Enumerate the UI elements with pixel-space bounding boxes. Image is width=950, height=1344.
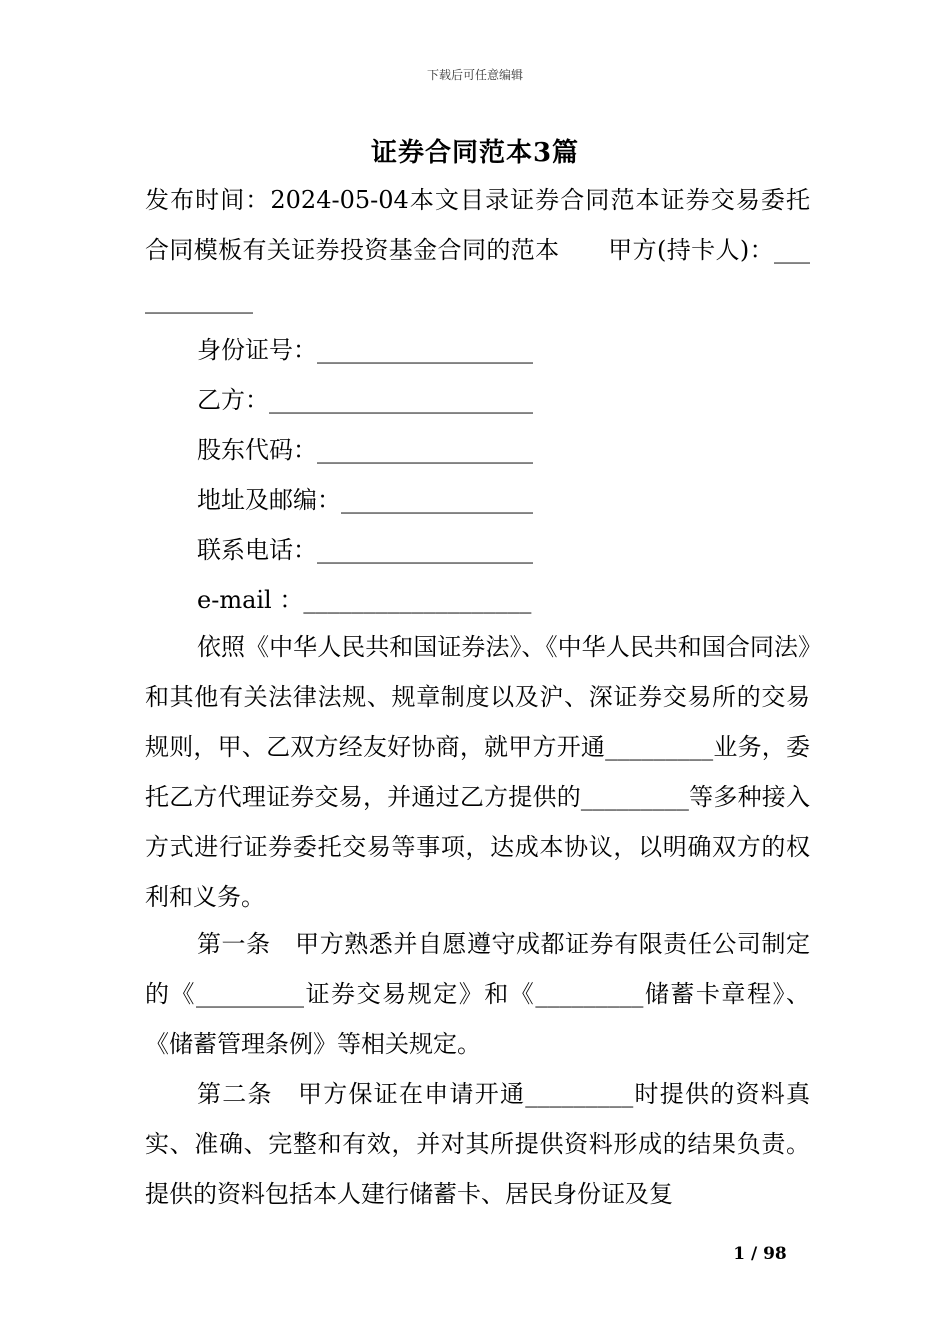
party-b-field: 乙方：______________________ [197, 386, 533, 414]
preamble-text: 依照《中华人民共和国证券法》、《中华人民共和国合同法》和其他有关法律法规、规章制度以及沪、深证券交易所的交易规则，甲、乙双方经友好协商，就甲方开通_________业务，委托乙方代理证券交易，并通过乙方提供的_________等多种接入方式进行证券委托交易等事项，达成本协议，以明确双方的权利和义务。 [145, 633, 810, 911]
article-2-text: 第二条 甲方保证在申请开通_________时提供的资料真实、准确、完整和有效，并对其所提供资料形成的结果负责。提供的资料包括本人建行储蓄卡、居民身份证及复 [145, 1080, 810, 1208]
document-title: 证券合同范本3篇 [370, 138, 580, 168]
intro-text: 发布时间：2024-05-04本文目录证券合同范本证券交易委托合同模板有关证券投资基金合同的范本 甲方(持卡人)：____________ [145, 186, 810, 314]
phone-field: 联系电话：__________________ [197, 536, 533, 564]
shareholder-code-field: 股东代码：__________________ [197, 436, 533, 464]
header-note: 下载后可任意编辑 [426, 68, 523, 82]
preamble-paragraph [145, 622, 810, 922]
page-number: 1 / 98 [733, 1244, 787, 1264]
intro-paragraph [145, 175, 810, 325]
id-number-field: 身份证号：__________________ [197, 336, 533, 364]
email-field: e-mail ：___________________ [197, 586, 532, 614]
article-1-paragraph [145, 919, 810, 1069]
address-postcode-field: 地址及邮编：________________ [197, 486, 533, 514]
party-fields [145, 325, 810, 625]
article-2-paragraph [145, 1069, 810, 1219]
article-1-text: 第一条 甲方熟悉并自愿遵守成都证券有限责任公司制定的《_________证券交易规定》和《_________储蓄卡章程》、《储蓄管理条例》等相关规定。 [145, 930, 810, 1058]
